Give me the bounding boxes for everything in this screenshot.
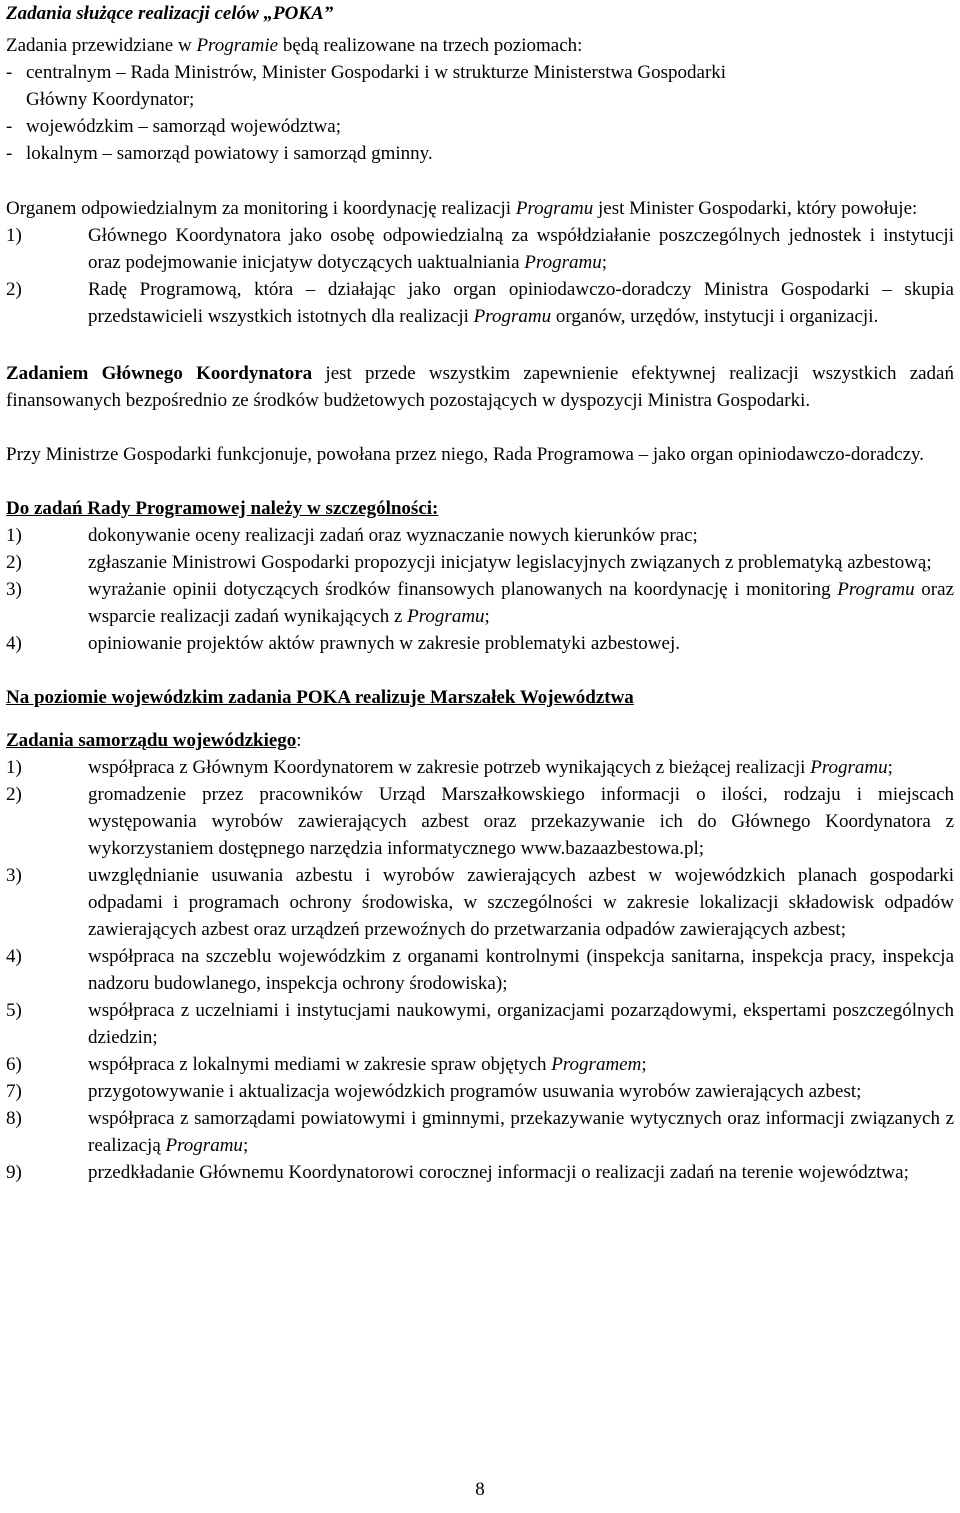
voivodeship-item-2	[6, 781, 954, 862]
item-number: 1)	[6, 525, 22, 546]
voivodeship-item-3	[6, 862, 954, 943]
item-number: 2)	[6, 784, 22, 805]
item-text-b: ;	[641, 1054, 647, 1075]
voivodeship-item-7	[6, 1078, 954, 1105]
item-text-b: ;	[242, 1135, 249, 1156]
organ-item-1	[6, 222, 954, 276]
item-number: 9)	[6, 1162, 22, 1183]
intro-paragraph	[6, 32, 954, 59]
item-text-end: organów, urzędów, instytucji i organizacji.	[551, 306, 879, 327]
level-text: centralnym – Rada Ministrów, Minister Gospodarki i w strukturze Ministerstwa Gospodarki	[26, 62, 727, 83]
item-text: zgłaszanie Ministrowi Gospodarki propozycji inicjatyw legislacyjnych związanych z problematyką azbestową;	[88, 552, 932, 573]
item-number: 2)	[6, 279, 22, 300]
item-number: 7)	[6, 1081, 22, 1102]
item-text-italic: Programem	[551, 1054, 642, 1075]
item-number: 1)	[6, 757, 22, 778]
subheading-colon: :	[296, 730, 302, 751]
item-text-a: współpraca z samorządami powiatowymi i gminnymi, przekazywanie wytycznych oraz informacji związanych z realizacją	[88, 1108, 954, 1156]
subheading-bold: Zadania samorządu wojewódzkiego	[6, 730, 297, 751]
section-title: Zadania służące realizacji celów „POKA”	[6, 3, 334, 24]
item-number: 1)	[6, 225, 22, 246]
item-text-italic: Programu	[837, 579, 915, 600]
item-text: gromadzenie przez pracowników Urząd Marszałkowskiego informacji o ilości, rodzaju i miejscach występowania wyrobów zawierających azbest oraz przekazywanie ich do Głównego Koordynatora z wykorzystaniem dostępnego narzędzia informatycznego www.bazaazbestowa.pl;	[88, 784, 954, 859]
item-text-a: wyrażanie opinii dotyczących środków finansowych planowanych na koordynację i monitoring	[88, 579, 838, 600]
dash-marker: -	[6, 116, 13, 137]
item-text	[88, 276, 954, 330]
voivodeship-item-6	[6, 1051, 954, 1078]
coordinator-bold: Zadaniem Głównego Koordynatora	[6, 363, 313, 384]
voivodeship-subheading	[6, 727, 954, 754]
voivodeship-item-9	[6, 1159, 954, 1186]
level-item-voivodeship	[6, 113, 954, 140]
dash-marker: -	[6, 143, 13, 164]
item-text-italic: Programu	[810, 757, 888, 778]
voivodeship-item-4	[6, 943, 954, 997]
level-item-central	[6, 59, 954, 86]
voivodeship-item-1	[6, 754, 954, 781]
organ-lead-italic: Programu	[515, 198, 594, 219]
level-item-local	[6, 140, 954, 167]
item-number: 3)	[6, 579, 22, 600]
council-item-1	[6, 522, 954, 549]
intro-lead-italic: Programie	[196, 35, 279, 56]
coordinator-paragraph	[6, 360, 954, 414]
item-text	[88, 1051, 954, 1078]
item-text: współpraca z uczelniami i instytucjami naukowymi, organizacjami pozarządowymi, ekspertami poszczególnych dziedzin;	[88, 1000, 954, 1048]
item-text-italic: Programu	[473, 306, 552, 327]
voivodeship-heading: Na poziomie wojewódzkim zadania POKA realizuje Marszałek Województwa	[6, 687, 634, 708]
council-item-3	[6, 576, 954, 630]
item-number: 3)	[6, 865, 22, 886]
organ-item-2	[6, 276, 954, 330]
item-number: 4)	[6, 946, 22, 967]
dash-marker: -	[6, 62, 13, 83]
item-text-b: oraz wsparcie realizacji zadań wynikających z	[88, 579, 954, 627]
organ-paragraph	[6, 195, 954, 222]
level-text: lokalnym – samorząd powiatowy i samorząd gminny.	[26, 143, 433, 164]
item-text: przygotowywanie i aktualizacja wojewódzkich programów usuwania wyrobów zawierających azbest;	[88, 1081, 862, 1102]
council-item-4	[6, 630, 954, 657]
item-number: 4)	[6, 633, 22, 654]
item-text: opiniowanie projektów aktów prawnych w zakresie problematyki azbestowej.	[88, 633, 680, 654]
coordinator-text: jest przede wszystkim zapewnienie efektywnej realizacji wszystkich zadań finansowanych bezpośrednio ze środków budżetowych pozostających w dyspozycji Ministra Gospodarki.	[6, 363, 954, 411]
item-number: 5)	[6, 1000, 22, 1021]
item-text-end: ;	[601, 252, 607, 273]
item-text-b: ;	[887, 757, 893, 778]
item-text-italic: Programu	[524, 252, 602, 273]
intro-lead: Zadania przewidziane w	[6, 35, 197, 56]
item-text: współpraca na szczeblu wojewódzkim z organami kontrolnymi (inspekcja sanitarna, inspekcja pracy, inspekcja nadzoru budowlanego, inspekcja ochrony środowiska);	[88, 946, 954, 994]
item-text-main: Radę Programową, która – działając jako organ opiniodawczo-doradczy Ministra Gospodarki – skupia przedstawicieli wszystkich istotnych dla realizacji	[88, 279, 954, 327]
council-heading: Do zadań Rady Programowej należy w szczególności:	[6, 498, 439, 519]
item-text: przedkładanie Głównemu Koordynatorowi corocznej informacji o realizacji zadań na terenie województwa;	[88, 1162, 909, 1183]
organ-lead: Organem odpowiedzialnym za monitoring i koordynację realizacji	[6, 198, 516, 219]
item-number: 8)	[6, 1108, 22, 1129]
item-text-c: ;	[484, 606, 490, 627]
item-number: 6)	[6, 1054, 22, 1075]
item-text-italic: Programu	[165, 1135, 243, 1156]
document-page	[6, 0, 954, 1186]
item-text	[88, 222, 954, 276]
level-continuation: Główny Koordynator;	[26, 89, 195, 110]
intro-lead-tail: będą realizowane na trzech poziomach:	[278, 35, 583, 56]
council-item-2	[6, 549, 954, 576]
voivodeship-item-5	[6, 997, 954, 1051]
item-text-main: Głównego Koordynatora jako osobę odpowiedzialną za współdziałanie poszczególnych jednostek i instytucji oraz podejmowanie inicjatyw dotyczących uaktualniania	[88, 225, 954, 273]
item-text	[88, 576, 954, 630]
item-number: 2)	[6, 552, 22, 573]
item-text-italic: Programu	[407, 606, 485, 627]
organ-lead-tail: jest Minister Gospodarki, który powołuje:	[593, 198, 918, 219]
item-text: uwzględnianie usuwania azbestu i wyrobów zawierających azbest w wojewódzkich planach gospodarki odpadami i programach ochrony środowiska, w szczególności w zakresie lokalizacji składowisk odpadów zawierających azbest oraz urządzeń przewoźnych do przetwarzania odpadów zawierających azbest;	[88, 865, 954, 940]
level-text: wojewódzkim – samorząd województwa;	[26, 116, 341, 137]
item-text	[88, 1105, 954, 1159]
item-text: dokonywanie oceny realizacji zadań oraz wyznaczanie nowych kierunków prac;	[88, 525, 698, 546]
item-text-a: współpraca z Głównym Koordynatorem w zakresie potrzeb wynikających z bieżącej realizacji	[88, 757, 811, 778]
item-text	[88, 754, 954, 781]
item-text-a: współpraca z lokalnymi mediami w zakresie spraw objętych	[88, 1054, 552, 1075]
voivodeship-item-8	[6, 1105, 954, 1159]
council-intro-paragraph: Przy Ministrze Gospodarki funkcjonuje, powołana przez niego, Rada Programowa – jako organ opiniodawczo-doradczy.	[6, 444, 925, 465]
page-number: 8	[475, 1479, 485, 1500]
